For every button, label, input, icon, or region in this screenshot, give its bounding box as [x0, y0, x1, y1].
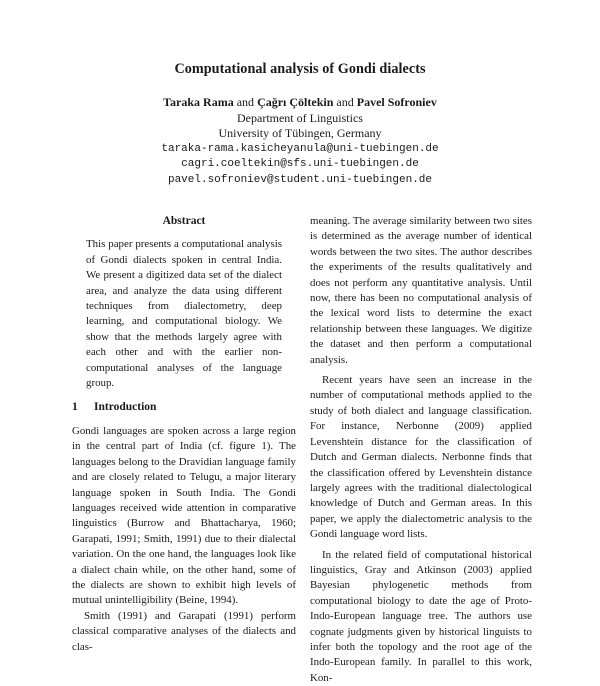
section-heading-introduction [72, 400, 296, 415]
author-name: Çağrı Çöltekin [257, 95, 334, 109]
paper-title: Computational analysis of Gondi dialects [174, 61, 426, 77]
author-conjunction: and [336, 95, 354, 109]
author-block [0, 95, 600, 189]
author-name: Pavel Sofroniev [356, 95, 437, 109]
email-address[interactable]: cagri.coeltekin@sfs.uni-tuebingen.de [181, 158, 419, 171]
paragraph: Recent years have seen an increase in the number of computational methods applied to the study of both dialect and language classification. For instance, Nerbonne (2009) applied Levenshtein distance for the classification of Dutch and German dialects. Nerbonne finds that the classification offered by Levenshtein distance largely agrees with the traditional dialectological knowledge of Dutch and German areas. In this paper, we apply the dialectometric analysis to the Gondi language word lists. [310, 374, 532, 541]
email-address[interactable]: pavel.sofroniev@student.uni-tuebingen.de [167, 173, 433, 186]
author-name: Taraka Rama [163, 95, 234, 109]
left-column [72, 214, 296, 655]
author-conjunction: and [236, 95, 255, 109]
email-address[interactable]: taraka-rama.kasicheyanula@uni-tuebingen.de [161, 142, 439, 155]
university: University of Tübingen, Germany [218, 126, 382, 141]
author-names-line [0, 95, 600, 111]
paragraph: meaning. The average similarity between two sites is determined as the average number of identical words between the two sites. The author describes the experiments of the results qualitatively and does not perform any quantitative analysis. Until now, there has been no computational analysis of the lexical word lists to determine the exact relationship between these languages. We digitize the dataset and then perform a computational analysis. [310, 215, 532, 366]
abstract-heading: Abstract [162, 215, 206, 227]
paragraph: Gondi languages are spoken across a large region in the central part of India (cf. figure 1). The languages belong to the Dravidian language family and are closely related to Telugu, a major literary language spoken in South India. The Gondi languages received wide attention in comparative linguistics (Burrow and Bhattacharya, 1960; Garapati, 1991; Smith, 1991) due to their dialectal variation. On the one hand, the languages look like a dialect chain while, on the other hand, some of the dialects are shown to exhibit high levels of mutual unintelligibility (Beine, 1994). [72, 424, 296, 607]
department: Department of Linguistics [237, 110, 363, 125]
abstract-text: This paper presents a computational analysis of Gondi dialects spoken in central India. We present a digitized data set of the dialect area, and analyze the data using different techniques from dialectometry, deep learning, and computational biology. We show that the methods largely agree with each other and with the earlier non-computational analyses of the language group. [86, 238, 282, 390]
section-number: 1 [72, 401, 78, 414]
section-title: Introduction [94, 401, 157, 414]
right-column [310, 214, 532, 686]
paragraph: Smith (1991) and Garapati (1991) perform classical comparative analyses of the dialects and clas- [72, 609, 296, 653]
paragraph: In the related field of computational historical linguistics, Gray and Atkinson (2003) applied Bayesian phylogenetic methods from computational biology to date the age of Proto-Indo-European language tree. The authors use cognate judgments given by historical linguists to infer both the topology and the root age of the Indo-European family. In parallel to this work, Kon- [310, 548, 532, 684]
